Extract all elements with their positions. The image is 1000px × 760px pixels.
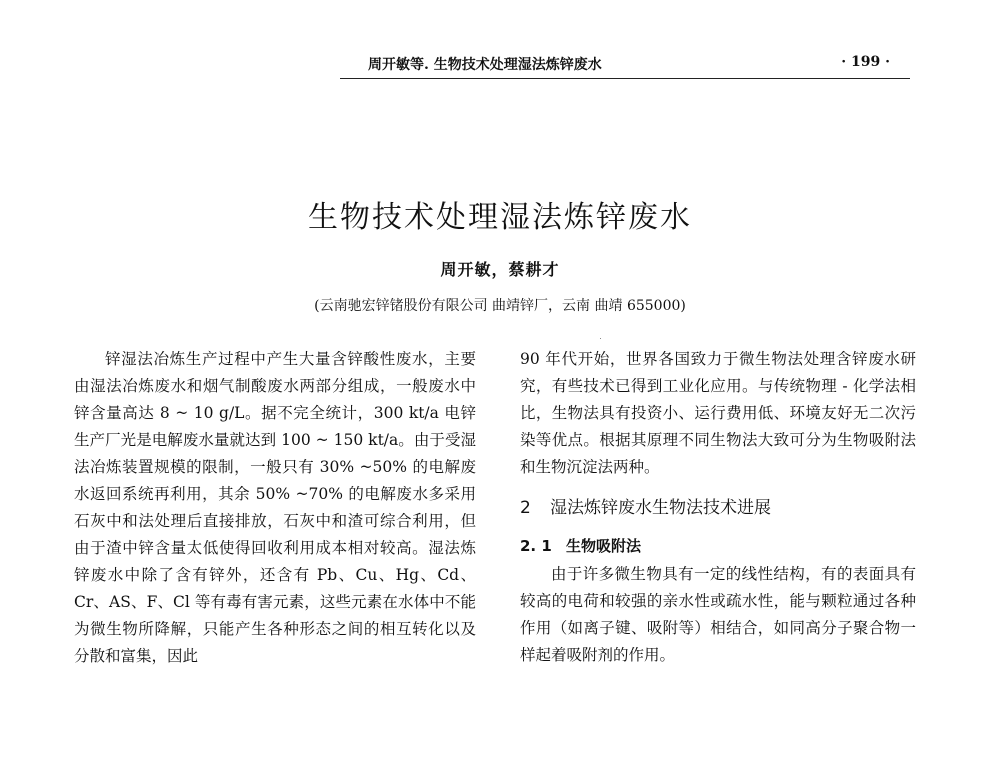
- page-number: · 199 ·: [841, 54, 890, 70]
- left-column: [74, 346, 476, 670]
- body-paragraph: 锌湿法冶炼生产过程中产生大量含锌酸性废水，主要由湿法冶炼废水和烟气制酸废水两部分组成，一般废水中锌含量高达 8 ~ 10 g/L。据不完全统计，300 kt/a 电锌生产厂光是电解废水量就达到 100 ~ 150 kt/a。由于受湿法冶炼装置规模的限制，一般只有 30% ~50% 的电解废水返回系统再利用，其余 50% ~70% 的电解废水多采用石灰中和法处理后直接排放，石灰中和渣可综合利用，但由于渣中锌含量太低使得回收利用成本相对较高。湿法炼锌废水中除了含有锌外，还含有 Pb、Cu、Hg、Cd、Cr、AS、F、Cl 等有毒有害元素，这些元素在水体中不能为微生物所降解，只能产生各种形态之间的相互转化以及分散和富集，因此: [74, 350, 476, 665]
- scan-speck: [600, 338, 601, 339]
- running-title: 周开敏等. 生物技术处理湿法炼锌废水: [368, 57, 602, 73]
- subsection-number: 2. 1: [520, 537, 552, 555]
- body-paragraph-continued: 90 年代开始，世界各国致力于微生物法处理含锌废水研究，有些技术已得到工业化应用。与传统物理 - 化学法相比，生物法具有投资小、运行费用低、环境友好无二次污染等优点。根据其原理不同生物法大致可分为生物吸附法和生物沉淀法两种。: [520, 350, 916, 476]
- article-authors: 周开敏，蔡耕才: [440, 260, 560, 279]
- section-number: 2: [520, 498, 531, 518]
- subsection-title: 生物吸附法: [566, 537, 642, 555]
- section-title: 湿法炼锌废水生物法技术进展: [550, 498, 771, 518]
- header-rule: [340, 78, 910, 79]
- section-heading: [520, 495, 916, 519]
- author-affiliation: (云南驰宏锌锗股份有限公司 曲靖锌厂，云南 曲靖 655000): [314, 298, 686, 314]
- right-column: [520, 346, 916, 669]
- body-paragraph: 由于许多微生物具有一定的线性结构，有的表面具有较高的电荷和较强的亲水性或疏水性，能与颗粒通过各种作用（如离子键、吸附等）相结合，如同高分子聚合物一样起着吸附剂的作用。: [520, 565, 916, 664]
- article-title: 生物技术处理湿法炼锌废水: [308, 200, 692, 236]
- subsection-heading: [520, 533, 916, 561]
- running-header: [340, 54, 910, 76]
